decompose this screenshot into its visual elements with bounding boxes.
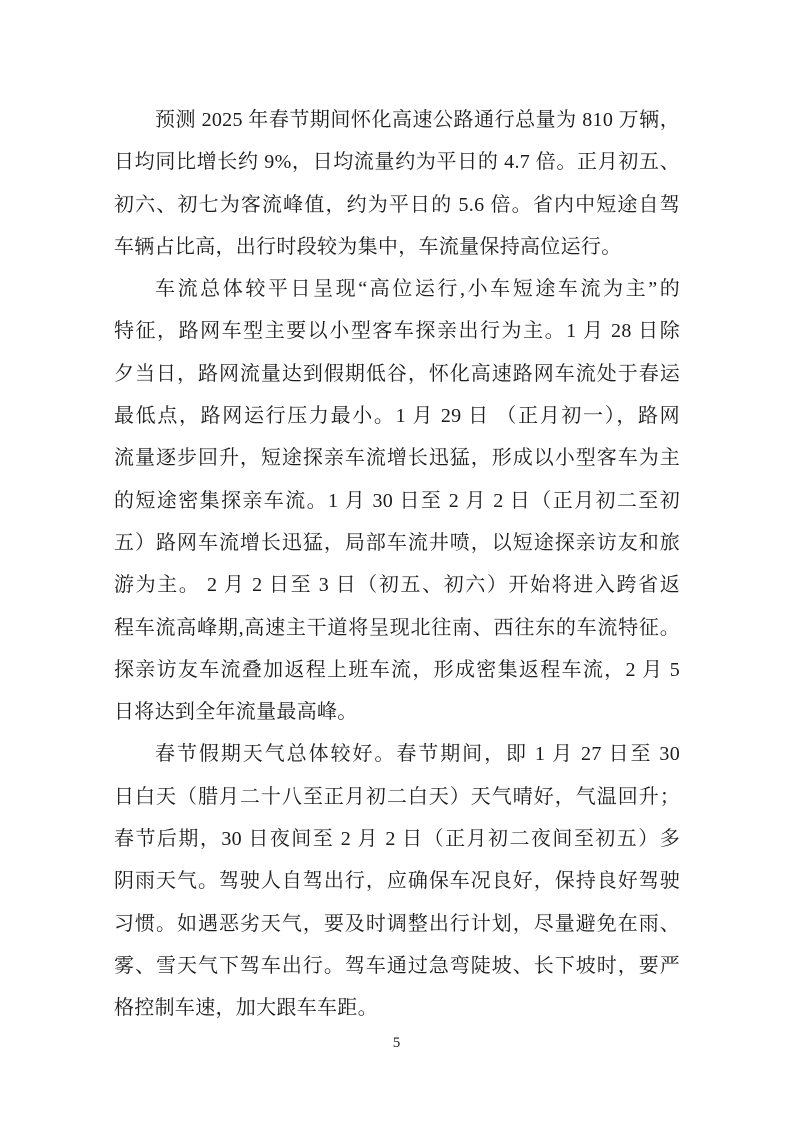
text-line: 春节假期天气总体较好。春节期间，即 1 月 27 日至 30 — [155, 743, 680, 766]
text-line: 探亲访友车流叠加返程上班车流，形成密集返程车流，2 月 5 — [114, 658, 680, 681]
text-line: 特征，路网车型主要以小型客车探亲出行为主。1 月 28 日除 — [114, 320, 680, 343]
text-line: 预测 2025 年春节期间怀化高速公路通行总量为 810 万辆， — [155, 109, 680, 131]
text-line: 夕当日，路网流量达到假期低谷，怀化高速路网车流处于春运 — [114, 362, 680, 385]
text-line: 雾、雪天气下驾车出行。驾车通过急弯陡坡、长下坡时，要严 — [114, 954, 680, 977]
text-line: 日白天（腊月二十八至正月初二白天）天气晴好，气温回升； — [114, 785, 680, 808]
text-line: 初六、初七为客流峰值，约为平日的 5.6 倍。省内中短途自驾 — [114, 193, 680, 216]
text-line: 春节后期，30 日夜间至 2 月 2 日（正月初二夜间至初五）多 — [114, 828, 680, 851]
text-line: 流量逐步回升，短途探亲车流增长迅猛，形成以小型客车为主 — [114, 447, 680, 470]
text-line: 阴雨天气。驾驶人自驾出行，应确保车况良好，保持良好驾驶 — [114, 870, 680, 893]
paragraph — [114, 99, 680, 268]
text-line: 格控制车速，加大跟车车距。 — [114, 997, 378, 1020]
text-line: 程车流高峰期,高速主干道将呈现北往南、西往东的车流特征。 — [114, 616, 680, 639]
text-line: 最低点，路网运行压力最小。1 月 29 日 （正月初一），路网 — [114, 405, 680, 428]
text-line: 的短途密集探亲车流。1 月 30 日至 2 月 2 日（正月初二至初 — [114, 489, 680, 512]
text-line: 车流总体较平日呈现“高位运行,小车短途车流为主”的 — [155, 278, 680, 301]
document-body — [114, 99, 680, 1030]
text-line: 五）路网车流增长迅猛，局部车流井喷，以短途探亲访友和旅 — [114, 531, 680, 554]
text-line: 日将达到全年流量最高峰。 — [114, 701, 358, 724]
text-line: 日均同比增长约 9%，日均流量约为平日的 4.7 倍。正月初五、 — [114, 151, 680, 174]
paragraph — [114, 268, 680, 733]
text-line: 习惯。如遇恶劣天气，要及时调整出行计划，尽量避免在雨、 — [114, 912, 680, 935]
page-number: 5 — [392, 1035, 401, 1051]
text-line: 游为主。 2 月 2 日至 3 日（初五、初六）开始将进入跨省返 — [114, 574, 680, 597]
paragraph — [114, 733, 680, 1029]
text-line: 车辆占比高，出行时段较为集中，车流量保持高位运行。 — [114, 235, 622, 258]
